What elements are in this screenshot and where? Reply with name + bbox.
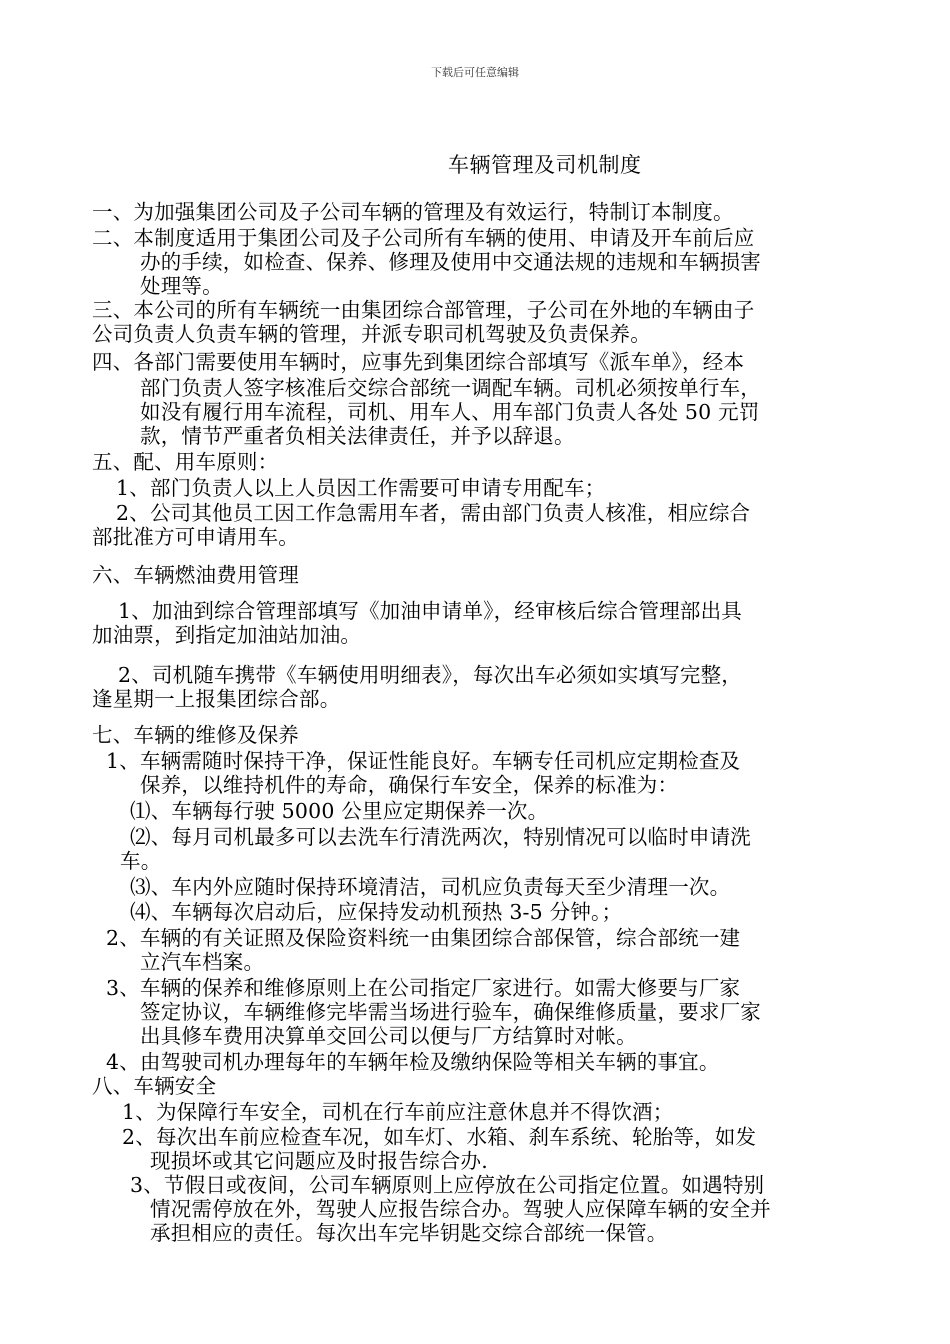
section-6-item: 2、司机随车携带《车辆使用明细表》，每次出车必须如实填写完整，: [118, 663, 742, 687]
section-8-item: 现损坏或其它问题应及时报告综合办.: [150, 1149, 488, 1173]
section-6-item: 加油票，到指定加油站加油。: [92, 623, 362, 647]
section-1-line: 一、为加强集团公司及子公司车辆的管理及有效运行，特制订本制度。: [92, 200, 734, 224]
section-3-line: 三、本公司的所有车辆统一由集团综合部管理，子公司在外地的车辆由子: [92, 298, 755, 322]
section-6-item: 1、加油到综合管理部填写《加油申请单》，经审核后综合管理部出具: [118, 599, 742, 623]
section-5-heading: 五、配、用车原则：: [92, 450, 279, 474]
section-7-heading: 七、车辆的维修及保养: [92, 723, 299, 747]
header-note: 下载后可任意编辑: [431, 66, 519, 79]
section-8-item: 承担相应的责任。每次出车完毕钥匙交综合部统一保管。: [150, 1221, 668, 1245]
section-7-item: 1、车辆需随时保持干净，保证性能良好。车辆专任司机应定期检查及: [106, 749, 741, 773]
section-6-item: 逢星期一上报集团综合部。: [92, 687, 341, 711]
section-7-item: 出具修车费用决算单交回公司以便与厂方结算时对帐。: [140, 1024, 637, 1048]
section-5-item: 1、部门负责人以上人员因工作需要可申请专用配车；: [116, 476, 606, 500]
section-3-line: 公司负责人负责车辆的管理，并派专职司机驾驶及负责保养。: [92, 322, 651, 346]
section-2-line: 二、本制度适用于集团公司及子公司所有车辆的使用、申请及开车前后应: [92, 226, 755, 250]
section-7-subitem: 车。: [120, 849, 162, 873]
section-8-item: 情况需停放在外，驾驶人应报告综合办。驾驶人应保障车辆的安全并: [150, 1197, 771, 1221]
section-5-item: 部批准方可申请用车。: [92, 525, 299, 549]
section-2-line: 处理等。: [140, 274, 223, 298]
section-7-item: 3、车辆的保养和维修原则上在公司指定厂家进行。如需大修要与厂家: [106, 976, 741, 1000]
section-2-line: 办的手续，如检查、保养、修理及使用中交通法规的违规和车辆损害: [140, 250, 761, 274]
section-8-item: 3、节假日或夜间，公司车辆原则上应停放在公司指定位置。如遇特别: [130, 1173, 765, 1197]
section-4-line: 四、各部门需要使用车辆时，应事先到集团综合部填写《派车单》，经本: [92, 350, 745, 374]
section-4-line: 部门负责人签字核准后交综合部统一调配车辆。司机必须按单行车，: [140, 376, 761, 400]
section-8-item: 2、每次出车前应检查车况，如车灯、水箱、刹车系统、轮胎等，如发: [122, 1125, 757, 1149]
section-7-item: 立汽车档案。: [140, 950, 265, 974]
section-7-item: 2、车辆的有关证照及保险资料统一由集团综合部保管，综合部统一建: [106, 926, 741, 950]
section-7-item: 保养，以维持机件的寿命，确保行车安全，保养的标准为：: [140, 773, 679, 797]
section-7-subitem: ⑶、车内外应随时保持环境清洁，司机应负责每天至少清理一次。: [130, 875, 731, 899]
section-4-line: 如没有履行用车流程，司机、用车人、用车部门负责人各处 50 元罚: [140, 400, 760, 424]
section-5-item: 2、公司其他员工因工作急需用车者，需由部门负责人核准，相应综合: [116, 501, 751, 525]
section-7-item: 4、由驾驶司机办理每年的车辆年检及缴纳保险等相关车辆的事宜。: [106, 1050, 720, 1074]
section-7-subitem: ⑵、每月司机最多可以去洗车行清洗两次，特别情况可以临时申请洗: [130, 825, 751, 849]
section-8-item: 1、为保障行车安全，司机在行车前应注意休息并不得饮酒；: [122, 1100, 674, 1124]
section-7-subitem: ⑴、车辆每行驶 5000 公里应定期保养一次。: [130, 799, 549, 823]
section-7-subitem: ⑷、车辆每次启动后，应保持发动机预热 3-5 分钟。；: [130, 900, 623, 924]
document-title: 车辆管理及司机制度: [448, 153, 642, 177]
section-8-heading: 八、车辆安全: [92, 1074, 217, 1098]
section-4-line: 款，情节严重者负相关法律责任，并予以辞退。: [140, 424, 575, 448]
section-6-heading: 六、车辆燃油费用管理: [92, 563, 299, 587]
section-7-item: 签定协议，车辆维修完毕需当场进行验车，确保维修质量，要求厂家: [140, 1000, 761, 1024]
